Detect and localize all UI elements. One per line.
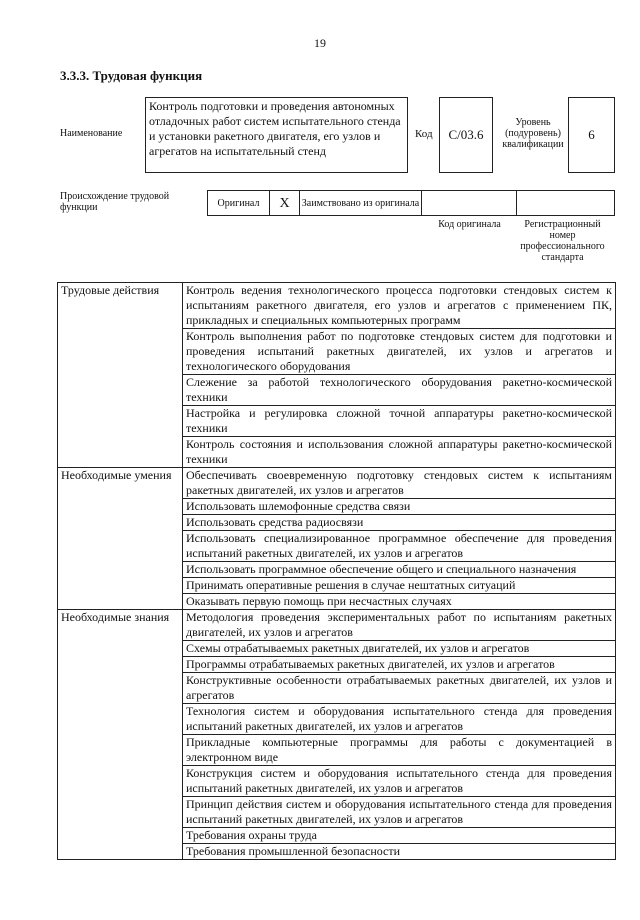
original-label: Оригинал <box>208 191 270 215</box>
section-item: Схемы отрабатываемых ракетных двигателей, их узлов и агрегатов <box>183 641 616 657</box>
section-title: 3.3.3. Трудовая функция <box>60 68 203 83</box>
section-item: Использовать программное обеспечение общего и специального назначения <box>183 562 616 578</box>
borrowed-label: Заимствовано из оригинала <box>300 191 422 215</box>
table-row <box>58 610 616 641</box>
reg-number-cell <box>517 191 614 215</box>
function-content-table <box>57 282 616 860</box>
name-label: Наименование <box>60 128 123 139</box>
origin-strip <box>207 190 615 216</box>
section-item: Конструктивные особенности отрабатываемых ракетных двигателей, их узлов и агрегатов <box>183 673 616 704</box>
section-item: Программы отрабатываемых ракетных двигателей, их узлов и агрегатов <box>183 657 616 673</box>
section-item: Методология проведения экспериментальных работ по испытаниям ракетных двигателей, их узлов и агрегатов <box>183 610 616 641</box>
section-item: Контроль выполнения работ по подготовке стендовых систем для подготовки и проведения испытаний ракетных двигателей, их узлов и агрегатов и технологического оборудования <box>183 329 616 375</box>
origin-label: Происхождение трудовой функции <box>60 191 170 213</box>
section-item: Технология систем и оборудования испытательного стенда для проведения испытаний ракетных двигателей, их узлов и агрегатов <box>183 704 616 735</box>
section-item: Использовать шлемофонные средства связи <box>183 499 616 515</box>
section-item: Принимать оперативные решения в случае нештатных ситуаций <box>183 578 616 594</box>
section-item: Обеспечивать своевременную подготовку стендовых систем к испытаниям ракетных двигателей, их узлов и агрегатов <box>183 468 616 499</box>
section-category: Необходимые знания <box>58 610 183 860</box>
section-item: Требования охраны труда <box>183 828 616 844</box>
section-item: Слежение за работой технологического оборудования ракетно-космической техники <box>183 375 616 406</box>
code-label: Код <box>415 128 433 140</box>
section-item: Оказывать первую помощь при несчастных случаях <box>183 594 616 610</box>
table-row <box>58 468 616 499</box>
code-original-cell <box>422 191 517 215</box>
qualification-level-value: 6 <box>568 97 615 173</box>
reg-number-label: Регистрационный номер профессионального стандарта <box>520 219 605 263</box>
qualification-level-label: Уровень (подуровень) квалификации <box>502 117 564 150</box>
table-row <box>58 283 616 329</box>
page-number: 19 <box>314 36 326 50</box>
section-item: Использовать средства радиосвязи <box>183 515 616 531</box>
section-item: Контроль состояния и использования сложной аппаратуры ракетно-космической техники <box>183 437 616 468</box>
section-category: Необходимые умения <box>58 468 183 610</box>
original-mark: X <box>270 191 300 215</box>
section-item: Принцип действия систем и оборудования испытательного стенда для проведения испытаний ракетных двигателей, их узлов и агрегатов <box>183 797 616 828</box>
code-value: С/03.6 <box>439 97 493 173</box>
section-item: Требования промышленной безопасности <box>183 844 616 860</box>
section-item: Прикладные компьютерные программы для работы с документацией в электронном виде <box>183 735 616 766</box>
section-item: Настройка и регулировка сложной точной аппаратуры ракетно-космической техники <box>183 406 616 437</box>
section-item: Использовать специализированное программное обеспечение для проведения испытаний ракетных двигателей, их узлов и агрегатов <box>183 531 616 562</box>
code-original-label: Код оригинала <box>438 219 501 230</box>
section-item: Контроль ведения технологического процесса подготовки стендовых систем к испытаниям ракетного двигателя, его узлов и агрегатов с применением ПК, прикладных и специальных компьютерных программ <box>183 283 616 329</box>
section-category: Трудовые действия <box>58 283 183 468</box>
function-name-value: Контроль подготовки и проведения автономных отладочных работ систем испытательного стенда и установки ракетного двигателя, его узлов и агрегатов на испытательный стенд <box>145 97 408 173</box>
section-item: Конструкция систем и оборудования испытательного стенда для проведения испытаний ракетных двигателей, их узлов и агрегатов <box>183 766 616 797</box>
